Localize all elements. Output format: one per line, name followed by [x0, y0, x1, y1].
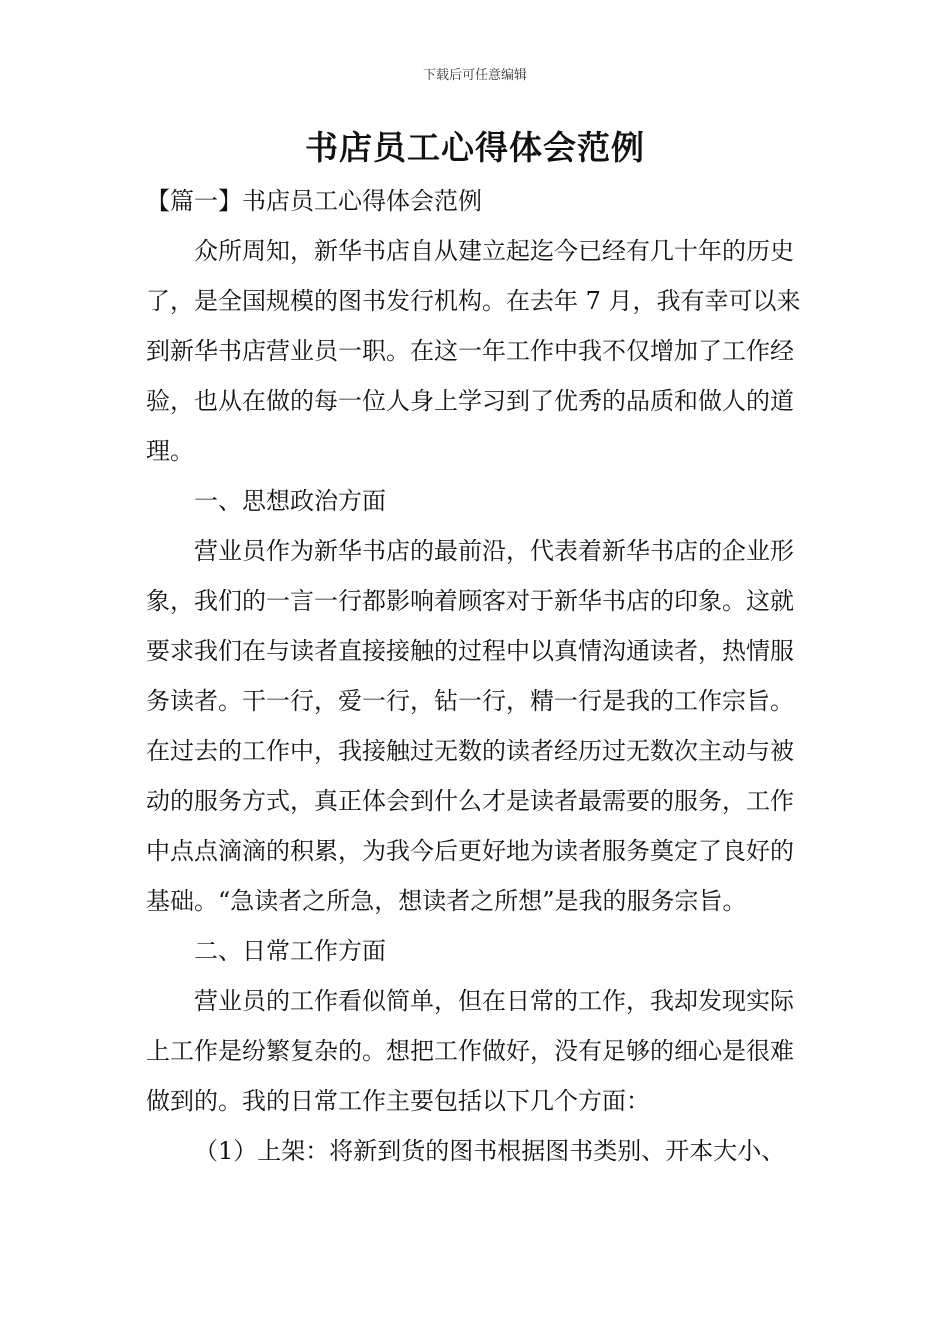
document-body [146, 176, 806, 1176]
paragraph-intro: 众所周知，新华书店自从建立起迄今已经有几十年的历史了，是全国规模的图书发行机构。在去年 7 月，我有幸可以来到新华书店营业员一职。在这一年工作中我不仅增加了工作经验，也从在做的每一位人身上学习到了优秀的品质和做人的道理。 [146, 237, 801, 465]
section-subtitle: 【篇一】书店员工心得体会范例 [146, 187, 482, 215]
document-title: 书店员工心得体会范例 [305, 128, 645, 167]
heading-daily-work: 二、日常工作方面 [194, 937, 386, 965]
heading-political: 一、思想政治方面 [194, 487, 386, 515]
list-item-shelving: （1）上架：将新到货的图书根据图书类别、开本大小、 [194, 1137, 786, 1165]
page-header-note: 下载后可任意编辑 [422, 68, 527, 83]
paragraph-daily-work: 营业员的工作看似简单，但在日常的工作，我却发现实际上工作是纷繁复杂的。想把工作做好，没有足够的细心是很难做到的。我的日常工作主要包括以下几个方面： [146, 987, 794, 1115]
paragraph-political: 营业员作为新华书店的最前沿，代表着新华书店的企业形象，我们的一言一行都影响着顾客对于新华书店的印象。这就要求我们在与读者直接接触的过程中以真情沟通读者，热情服务读者。干一行，爱一行，钻一行，精一行是我的工作宗旨。在过去的工作中，我接触过无数的读者经历过无数次主动与被动的服务方式，真正体会到什么才是读者最需要的服务，工作中点点滴滴的积累，为我今后更好地为读者服务奠定了良好的基础。“急读者之所急，想读者之所想”是我的服务宗旨。 [146, 537, 794, 915]
